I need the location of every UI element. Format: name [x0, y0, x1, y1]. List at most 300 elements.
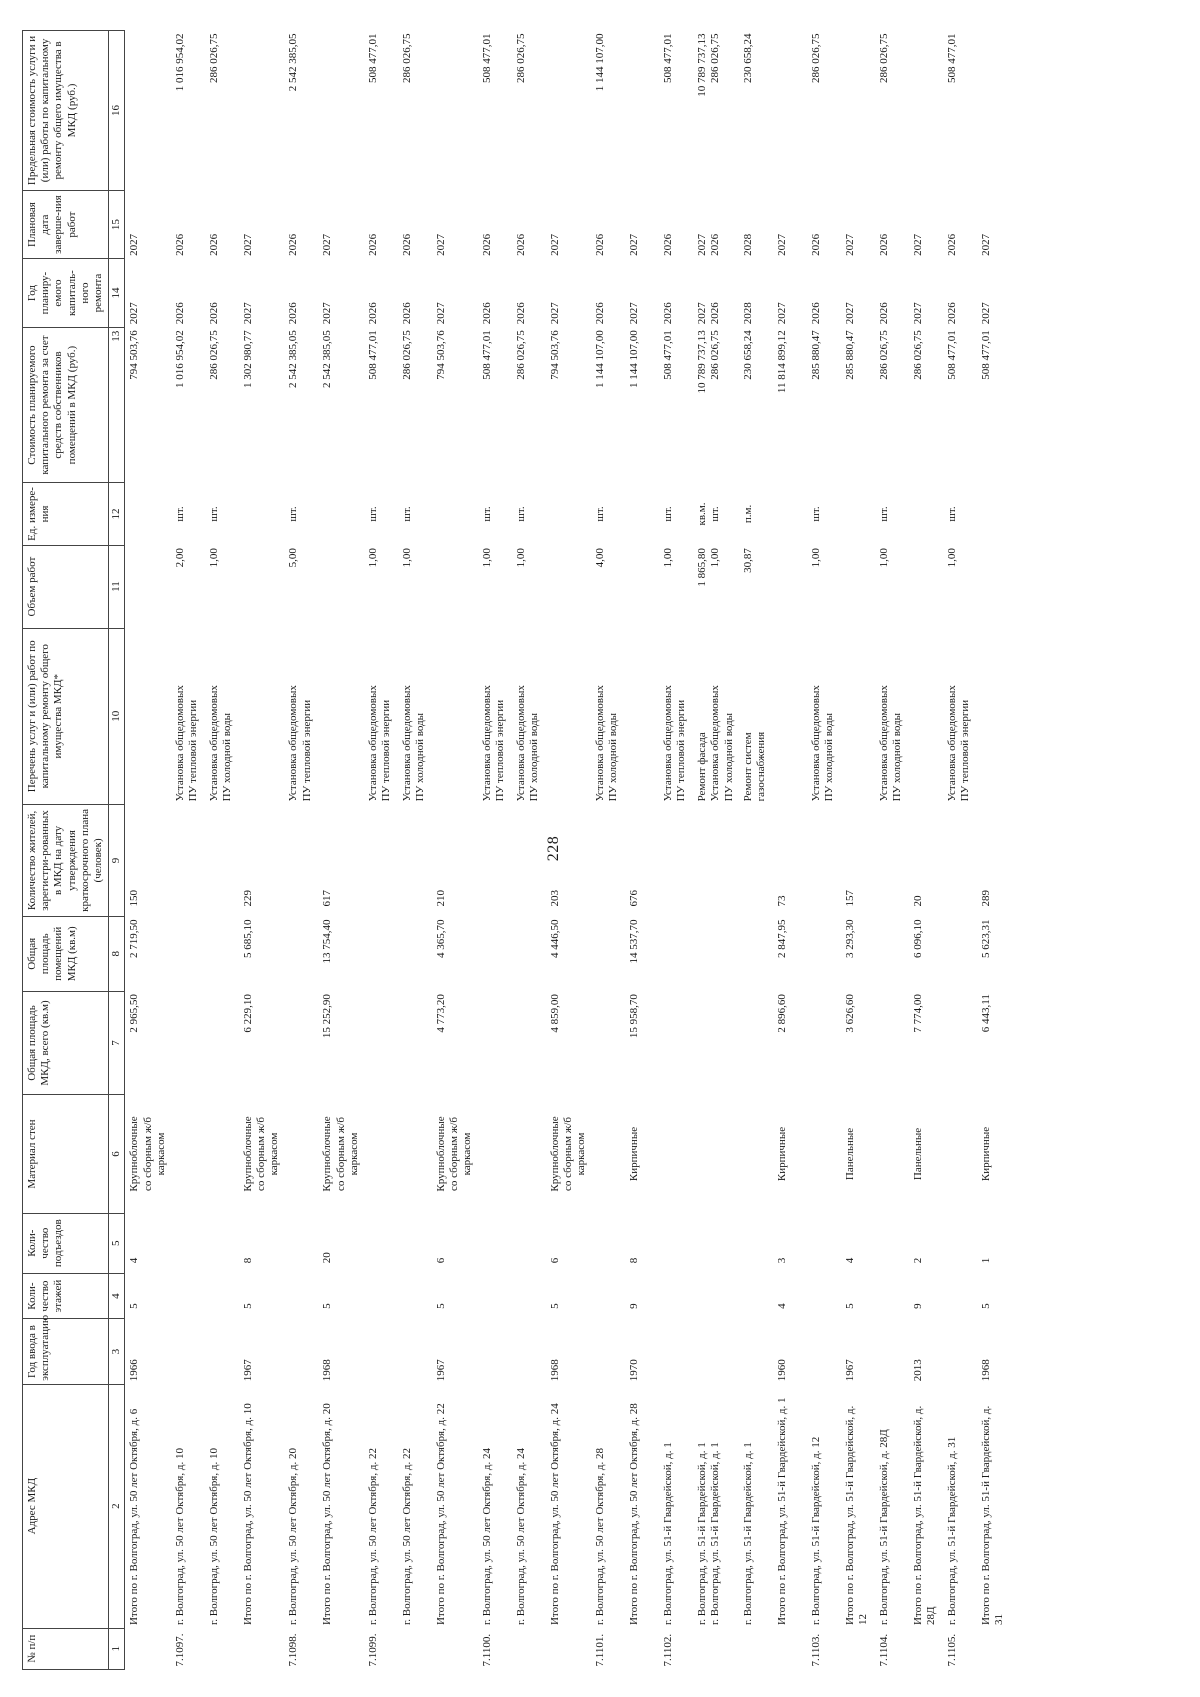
- year-built-cell: [284, 1319, 318, 1384]
- floors-cell: 5: [548, 1303, 561, 1309]
- repair-year-cell: [875, 259, 909, 327]
- unit-cell-line: шт.: [594, 506, 607, 522]
- completion-date-cell: [284, 190, 318, 258]
- max-cost-cell: [205, 31, 239, 191]
- works-cell-line: Установка общедомовых: [945, 685, 958, 802]
- max-cost-cell: [318, 31, 364, 191]
- volume-cell: [807, 545, 841, 628]
- max-cost-cell: [659, 31, 693, 191]
- table-row: [807, 31, 841, 1670]
- unit-cell: [739, 483, 773, 545]
- total-area-cell: [364, 991, 398, 1095]
- row-number: 7.1103.: [809, 1633, 822, 1667]
- address-cell-line: Итого по г. Волгоград, ул. 51-й Гвардейской, д.: [911, 1405, 924, 1626]
- works-cell-line: ПУ тепловой энергии: [187, 699, 200, 802]
- unit-cell: [773, 483, 807, 545]
- repair-year-cell: [432, 259, 478, 327]
- entrances-cell: 4: [128, 1257, 141, 1264]
- address-cell: [739, 1384, 773, 1628]
- wall-material-cell-line: каркасом: [268, 1132, 281, 1176]
- table-row: [875, 31, 909, 1670]
- wall-material-cell: [841, 1095, 875, 1213]
- table-row: [318, 31, 364, 1670]
- unit-cell-line: шт.: [207, 506, 220, 522]
- row-number: 7.1102.: [662, 1633, 675, 1667]
- column-number: 13: [109, 327, 125, 483]
- cost-cell: [875, 327, 909, 483]
- volume-cell: [625, 545, 659, 628]
- works-cell: [398, 628, 432, 804]
- floors-cell: 9: [628, 1303, 641, 1309]
- cost-cell-line: 794 503,76: [128, 330, 141, 380]
- residents-cell: [591, 804, 625, 916]
- volume-cell-line: 2,00: [173, 548, 186, 568]
- wall-material-cell-line: Крупноблочные: [128, 1116, 141, 1192]
- max-cost-cell: [398, 31, 432, 191]
- works-cell-line: Установка общедомовых: [207, 685, 220, 802]
- cost-cell: [512, 327, 546, 483]
- works-cell: [512, 628, 546, 804]
- floors-cell: 9: [911, 1303, 924, 1309]
- max-cost-cell-line: 2 542 385,05: [287, 33, 300, 92]
- year-built-cell: [739, 1319, 773, 1384]
- address-cell: [807, 1384, 841, 1628]
- unit-cell: [125, 483, 171, 545]
- completion-date-cell-line: 2026: [594, 233, 607, 256]
- address-cell: [875, 1384, 909, 1628]
- works-cell-line: ПУ холодной воды: [890, 712, 903, 802]
- header-number: № п/п: [23, 1628, 109, 1669]
- premises-area-cell: 3 293,30: [843, 919, 856, 958]
- wall-material-cell: [977, 1095, 1009, 1213]
- address-cell-line: Итого по г. Волгоград, ул. 50 лет Октября, д. 6: [128, 1408, 141, 1626]
- wall-material-cell: [875, 1095, 909, 1213]
- completion-date-cell-line: 2026: [662, 233, 675, 256]
- completion-date-cell: [318, 190, 364, 258]
- unit-cell: [364, 483, 398, 545]
- max-cost-cell: [478, 31, 512, 191]
- completion-date-cell-line: 2027: [911, 233, 924, 256]
- completion-date-cell: [546, 190, 592, 258]
- completion-date-cell-line: 2027: [241, 233, 254, 256]
- max-cost-cell: [432, 31, 478, 191]
- floors-cell: [693, 1273, 739, 1319]
- entrances-cell: [284, 1213, 318, 1273]
- works-cell-line: Ремонт фасада: [696, 732, 709, 802]
- completion-date-cell-line: 2026: [207, 233, 220, 256]
- works-cell: [591, 628, 625, 804]
- address-cell: [943, 1384, 977, 1628]
- unit-cell: [284, 483, 318, 545]
- unit-cell: [909, 483, 943, 545]
- address-cell: [773, 1384, 807, 1628]
- row-number: 7.1101.: [594, 1633, 607, 1667]
- premises-area-cell: [364, 916, 398, 991]
- floors-cell: [659, 1273, 693, 1319]
- unit-cell-line: шт.: [662, 506, 675, 522]
- year-built-cell: 1968: [548, 1359, 561, 1382]
- volume-cell: [875, 545, 909, 628]
- wall-material-cell: [171, 1095, 205, 1213]
- address-cell: [909, 1384, 943, 1628]
- table-row: [171, 31, 205, 1670]
- cost-cell-line: 1 144 107,00: [628, 330, 641, 389]
- wall-material-cell-line: каркасом: [574, 1132, 587, 1176]
- works-cell-line: ПУ тепловой энергии: [300, 699, 313, 802]
- address-cell: [659, 1384, 693, 1628]
- repair-year-cell: [943, 259, 977, 327]
- total-area-cell: 6 229,10: [241, 994, 254, 1033]
- column-number: 15: [109, 190, 125, 258]
- entrances-cell: 6: [435, 1257, 447, 1264]
- residents-cell: [693, 804, 739, 916]
- table-row: [841, 31, 875, 1670]
- floors-cell: 5: [321, 1303, 334, 1309]
- repair-year-cell-line: 2026: [207, 302, 220, 325]
- completion-date-cell: [364, 190, 398, 258]
- year-built-cell: [364, 1319, 398, 1384]
- wall-material-cell: [739, 1095, 773, 1213]
- floors-cell: [364, 1273, 398, 1319]
- completion-date-cell-line: 2026: [877, 233, 890, 256]
- works-cell: [739, 628, 773, 804]
- unit-cell: [318, 483, 364, 545]
- table-row: [432, 31, 478, 1670]
- unit-cell-line: шт.: [401, 506, 413, 522]
- floors-cell: [512, 1273, 546, 1319]
- header-repair-year: Год планиру-емого капиталь-ного ремонта: [23, 259, 109, 327]
- entrances-cell: [807, 1213, 841, 1273]
- year-built-cell: 1967: [435, 1359, 447, 1382]
- completion-date-cell: [977, 190, 1009, 258]
- unit-cell: [512, 483, 546, 545]
- unit-cell-line: шт.: [877, 506, 890, 522]
- column-number: 4: [109, 1273, 125, 1319]
- row-number: [693, 1628, 739, 1669]
- completion-date-cell: [512, 190, 546, 258]
- year-built-cell: 1960: [775, 1359, 788, 1382]
- repair-year-cell: [625, 259, 659, 327]
- cost-cell-line: 10 789 737,13: [696, 330, 709, 394]
- unit-cell: [807, 483, 841, 545]
- volume-cell: [364, 545, 398, 628]
- repair-year-cell: [977, 259, 1009, 327]
- premises-area-cell: 14 537,70: [628, 919, 641, 964]
- unit-cell: [659, 483, 693, 545]
- table-row: [693, 31, 739, 1670]
- year-built-cell: [875, 1319, 909, 1384]
- header-works: Перечень услуг и (или) работ по капитальному ремонту общего имущества МКД*: [23, 628, 109, 804]
- unit-cell: [625, 483, 659, 545]
- floors-cell: [478, 1273, 512, 1319]
- premises-area-cell: [739, 916, 773, 991]
- wall-material-cell: [432, 1095, 478, 1213]
- works-cell-line: Установка общедомовых: [809, 685, 822, 802]
- repair-year-cell-line: 2028: [741, 302, 754, 325]
- address-cell-line: 28Д: [924, 1606, 937, 1626]
- completion-date-cell-line: 2027: [979, 233, 992, 256]
- entrances-cell: [171, 1213, 205, 1273]
- year-built-cell: [398, 1319, 432, 1384]
- cost-cell-line: 1 144 107,00: [594, 330, 607, 389]
- residents-cell: [943, 804, 977, 916]
- completion-date-cell: [659, 190, 693, 258]
- cost-cell-line: 11 814 899,12: [775, 330, 788, 394]
- address-cell-line: г. Волгоград, ул. 50 лет Октября, д. 10: [173, 1448, 186, 1626]
- column-number: 8: [109, 916, 125, 991]
- address-cell-line: Итого по г. Волгоград, ул. 50 лет Октября, д. 24: [548, 1403, 561, 1626]
- max-cost-cell-line: 1 144 107,00: [594, 33, 607, 92]
- floors-cell: 5: [843, 1303, 856, 1309]
- volume-cell: [591, 545, 625, 628]
- repair-year-cell-line: 2027: [696, 302, 709, 325]
- floors-cell: [739, 1273, 773, 1319]
- row-number: [546, 1628, 592, 1669]
- works-cell-line: Установка общедомовых: [401, 685, 413, 802]
- volume-cell: [478, 545, 512, 628]
- total-area-cell: [171, 991, 205, 1095]
- residents-cell: 617: [321, 889, 334, 907]
- column-number: 1: [109, 1628, 125, 1669]
- year-built-cell: 1966: [128, 1359, 141, 1382]
- row-number: [398, 1628, 432, 1669]
- volume-cell: [171, 545, 205, 628]
- unit-cell: [841, 483, 875, 545]
- address-cell-line: Итого по г. Волгоград, ул. 50 лет Октября, д. 22: [435, 1403, 447, 1626]
- max-cost-cell: [875, 31, 909, 191]
- table-row: [284, 31, 318, 1670]
- residents-cell: [875, 804, 909, 916]
- wall-material-cell-line: Панельные: [843, 1127, 856, 1181]
- repair-year-cell: [546, 259, 592, 327]
- cost-cell: [432, 327, 478, 483]
- volume-cell: [943, 545, 977, 628]
- total-area-cell: [205, 991, 239, 1095]
- wall-material-cell-line: со сборным ж/б: [448, 1116, 461, 1191]
- cost-cell-line: 794 503,76: [435, 330, 447, 380]
- repair-year-cell: [807, 259, 841, 327]
- wall-material-cell-line: со сборным ж/б: [141, 1116, 154, 1191]
- column-number: 16: [109, 31, 125, 191]
- volume-cell: [398, 545, 432, 628]
- address-cell: [364, 1384, 398, 1628]
- header-address: Адрес МКД: [23, 1384, 109, 1628]
- repair-year-cell: [739, 259, 773, 327]
- repair-year-cell: [171, 259, 205, 327]
- repair-year-cell-line: 2026: [367, 302, 379, 325]
- address-cell: [398, 1384, 432, 1628]
- row-number: [625, 1628, 659, 1669]
- wall-material-cell: [205, 1095, 239, 1213]
- wall-material-cell: [125, 1095, 171, 1213]
- works-cell: [125, 628, 171, 804]
- entrances-cell: 3: [775, 1257, 788, 1264]
- column-number: 11: [109, 545, 125, 628]
- year-built-cell: [591, 1319, 625, 1384]
- residents-cell: 210: [435, 889, 447, 907]
- cost-cell-line: 286 026,75: [401, 330, 413, 380]
- residents-cell: [739, 804, 773, 916]
- premises-area-cell: [807, 916, 841, 991]
- residents-cell: [284, 804, 318, 916]
- unit-cell-line: п.м.: [741, 504, 754, 524]
- works-cell-line: ПУ тепловой энергии: [675, 699, 688, 802]
- address-cell: [205, 1384, 239, 1628]
- repair-year-cell-line: 2026: [401, 302, 413, 325]
- wall-material-cell-line: Кирпичные: [628, 1126, 641, 1182]
- year-built-cell: [512, 1319, 546, 1384]
- total-area-cell: [693, 991, 739, 1095]
- wall-material-cell-line: со сборным ж/б: [334, 1116, 347, 1191]
- repair-year-cell-line: 2027: [128, 302, 141, 325]
- row-number: [841, 1628, 875, 1669]
- residents-cell: 203: [548, 889, 561, 907]
- residents-cell: [398, 804, 432, 916]
- year-built-cell: [171, 1319, 205, 1384]
- repair-year-cell: [125, 259, 171, 327]
- unit-cell-line: шт.: [287, 506, 300, 522]
- header-max-cost: Предельная стоимость услуги и (или) работы по капитальному ремонту общего имущества в МКД (руб.): [23, 31, 109, 191]
- volume-cell: [739, 545, 773, 628]
- floors-cell: 5: [435, 1303, 447, 1309]
- works-cell-line: ПУ тепловой энергии: [493, 699, 506, 802]
- repair-year-cell: [239, 259, 285, 327]
- completion-date-cell: [739, 190, 773, 258]
- completion-date-cell: [398, 190, 432, 258]
- floors-cell: [591, 1273, 625, 1319]
- max-cost-cell: [943, 31, 977, 191]
- premises-area-cell: [478, 916, 512, 991]
- column-number: 2: [109, 1384, 125, 1628]
- entrances-cell: [739, 1213, 773, 1273]
- unit-cell: [239, 483, 285, 545]
- total-area-cell: 6 443,11: [979, 994, 992, 1033]
- column-number-row: [109, 31, 125, 1670]
- repair-year-cell-line: 2027: [241, 302, 254, 325]
- works-cell: [659, 628, 693, 804]
- total-area-cell: 2 965,50: [128, 994, 141, 1033]
- cost-cell: [205, 327, 239, 483]
- completion-date-cell-line: 2027: [775, 233, 788, 256]
- address-cell: [171, 1384, 205, 1628]
- floors-cell: [398, 1273, 432, 1319]
- total-area-cell: [512, 991, 546, 1095]
- total-area-cell: 15 958,70: [628, 994, 641, 1039]
- volume-cell: [205, 545, 239, 628]
- max-cost-cell-line: 230 658,24: [741, 33, 754, 83]
- volume-cell-line: 30,87: [741, 548, 754, 573]
- max-cost-cell-line: 1 016 954,02: [173, 33, 186, 92]
- wall-material-cell-line: каркасом: [461, 1132, 474, 1176]
- works-cell-line: ПУ холодной воды: [414, 712, 427, 802]
- works-cell: [364, 628, 398, 804]
- entrances-cell: [205, 1213, 239, 1273]
- address-cell-line: г. Волгоград, ул. 50 лет Октября, д. 10: [207, 1448, 220, 1626]
- row-number: 7.1104.: [877, 1633, 890, 1667]
- volume-cell-line: 4,00: [594, 548, 607, 568]
- address-cell: [432, 1384, 478, 1628]
- completion-date-cell: [478, 190, 512, 258]
- cost-cell-line: 508 477,01: [945, 330, 958, 380]
- cost-cell-line: 286 026,75: [911, 330, 924, 380]
- volume-cell: [546, 545, 592, 628]
- repair-year-cell: [284, 259, 318, 327]
- premises-area-cell: 4 446,50: [548, 919, 561, 958]
- header-cost: Стоимость планируемого капитального ремонта за счет средств собственников помещений в МКД (руб.): [23, 327, 109, 483]
- unit-cell: [591, 483, 625, 545]
- address-cell-line: г. Волгоград, ул. 50 лет Октября, д. 24: [514, 1448, 527, 1626]
- max-cost-cell: [239, 31, 285, 191]
- row-number: [318, 1628, 364, 1669]
- year-built-cell: 2013: [911, 1359, 924, 1382]
- completion-date-cell: [205, 190, 239, 258]
- repair-year-cell-line: 2027: [843, 302, 856, 325]
- wall-material-cell: [364, 1095, 398, 1213]
- residents-cell: [659, 804, 693, 916]
- row-number: [239, 1628, 285, 1669]
- total-area-cell: [807, 991, 841, 1095]
- cost-cell: [546, 327, 592, 483]
- repair-year-cell: [512, 259, 546, 327]
- volume-cell-line: 1 865,80: [696, 548, 709, 587]
- total-area-cell: [943, 991, 977, 1095]
- header-floors: Коли-чество этажей: [23, 1273, 109, 1319]
- table-header: [23, 31, 125, 1670]
- completion-date-cell: [693, 190, 739, 258]
- header-wall-material: Материал стен: [23, 1095, 109, 1213]
- max-cost-cell: [171, 31, 205, 191]
- repair-year-cell-line: 2026: [173, 302, 186, 325]
- cost-cell-line: 508 477,01: [480, 330, 493, 380]
- repair-year-cell-line: 2026: [809, 302, 822, 325]
- address-cell-line: г. Волгоград, ул. 50 лет Октября, д. 20: [287, 1448, 300, 1626]
- residents-cell: 676: [628, 889, 641, 907]
- unit-cell: [205, 483, 239, 545]
- row-number: 7.1105.: [945, 1633, 958, 1667]
- floors-cell: [205, 1273, 239, 1319]
- max-cost-cell: [773, 31, 807, 191]
- total-area-cell: 4 859,00: [548, 994, 561, 1033]
- volume-cell: [841, 545, 875, 628]
- premises-area-cell: 13 754,40: [321, 919, 334, 964]
- completion-date-cell: [841, 190, 875, 258]
- completion-date-cell-line: 2026: [287, 233, 300, 256]
- header-premises-area: Общая площадь помещений МКД (кв.м): [23, 916, 109, 991]
- volume-cell: [512, 545, 546, 628]
- residents-cell: 73: [775, 895, 788, 907]
- wall-material-cell-line: Крупноблочные: [321, 1116, 334, 1192]
- completion-date-cell: [773, 190, 807, 258]
- address-cell: [693, 1384, 739, 1628]
- volume-cell: [432, 545, 478, 628]
- wall-material-cell-line: со сборным ж/б: [255, 1116, 268, 1191]
- works-cell: [943, 628, 977, 804]
- entrances-cell: 4: [843, 1257, 856, 1264]
- repair-year-cell-line: 2027: [979, 302, 992, 325]
- cost-cell-line: 2 542 385,05: [287, 330, 300, 389]
- total-area-cell: 2 896,60: [775, 994, 788, 1033]
- unit-cell: [875, 483, 909, 545]
- unit-cell-line: кв.м.: [696, 502, 709, 526]
- cost-cell: [591, 327, 625, 483]
- repair-year-cell-line: 2026: [594, 302, 607, 325]
- completion-date-cell-line: 2026: [367, 233, 379, 256]
- repair-year-cell-line: 2026: [709, 302, 722, 325]
- unit-cell: [693, 483, 739, 545]
- cost-cell: [773, 327, 807, 483]
- unit-cell: [977, 483, 1009, 545]
- volume-cell: [693, 545, 739, 628]
